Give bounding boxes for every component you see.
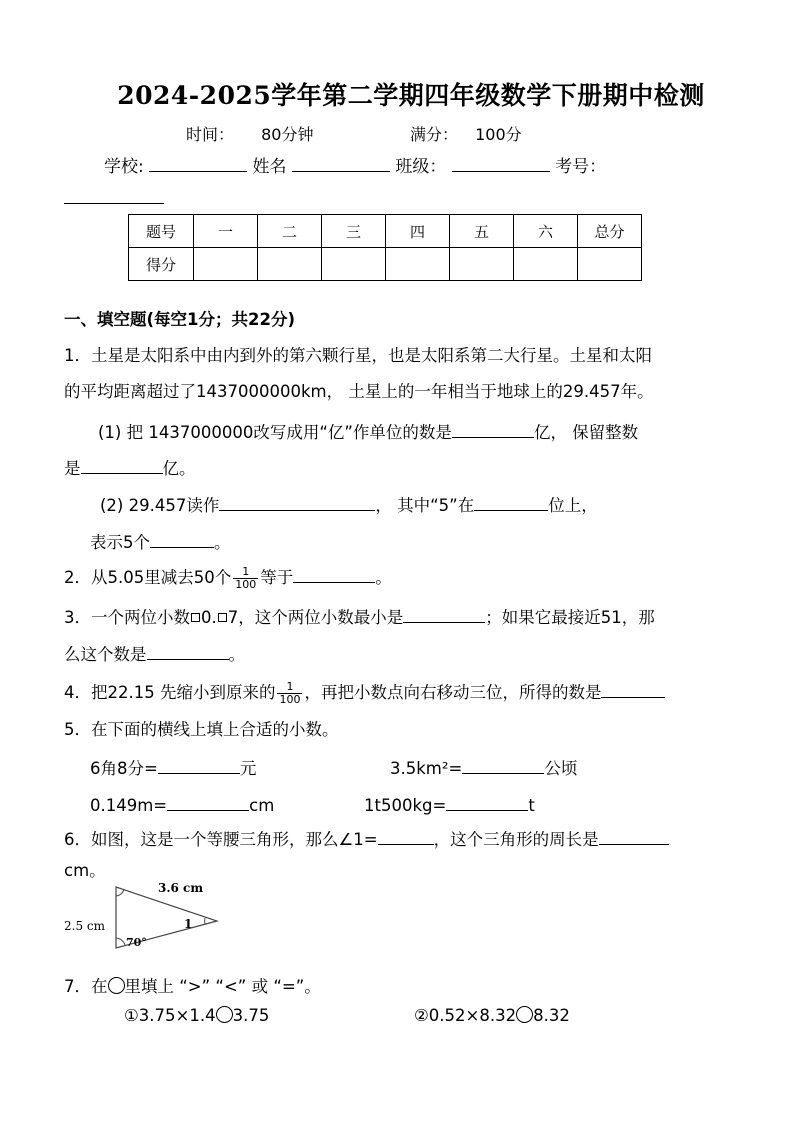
q3-cont (64, 641, 245, 665)
compare-circle-icon (108, 977, 125, 994)
q3-text5: 。 (228, 645, 245, 664)
full-score-label: 满分： (410, 125, 459, 144)
q4-text: 4．把22.15 先缩小到原来的 (64, 683, 276, 702)
q1-part2-text5: 。 (214, 533, 231, 552)
time-value: 80分钟 (261, 125, 314, 144)
score-table (128, 214, 642, 281)
answer-blank[interactable] (601, 679, 665, 698)
q6-text2: ，这个三角形的周长是 (433, 830, 599, 849)
q6 (64, 826, 669, 850)
angle-arc-top (116, 889, 124, 896)
time-info (186, 122, 313, 145)
q5-item4 (364, 792, 535, 815)
q7-item2 (414, 1006, 570, 1025)
page-title: 2024-2025学年第二学期四年级数学下册期中检测 (117, 81, 705, 110)
score-header-cell: 二 (258, 215, 322, 248)
q7-text: 7．在 (64, 977, 108, 996)
q1-part2 (100, 492, 598, 516)
q5-item2-text: 3.5km²= (390, 759, 463, 778)
answer-blank[interactable] (599, 826, 669, 845)
q7-item2-text2: 8.32 (533, 1006, 570, 1025)
score-cell[interactable] (514, 248, 578, 281)
q7-item2-text: ②0.52×8.32 (414, 1006, 517, 1025)
q3 (64, 604, 655, 628)
answer-blank[interactable] (452, 419, 534, 438)
q1-part2-text4: 表示5个 (90, 533, 150, 552)
q1-part1-text4: 亿。 (162, 459, 196, 478)
answer-blank[interactable] (293, 564, 375, 583)
angle-label-1: 1 (184, 917, 193, 931)
full-score-value: 100分 (475, 125, 522, 144)
score-cell[interactable] (450, 248, 514, 281)
answer-blank[interactable] (446, 792, 528, 811)
score-header-cell: 总分 (578, 215, 642, 248)
q5: 5．在下面的横线上填上合适的小数。 (64, 720, 339, 739)
fraction (277, 681, 302, 706)
answer-blank[interactable] (147, 641, 229, 660)
side-label-top: 3.6 cm (158, 881, 204, 895)
section-heading: 一、填空题(每空1分；共22分) (64, 310, 296, 329)
angle-arc-bottom (116, 938, 125, 945)
q2-text: 2．从5.05里减去50个 (64, 568, 232, 587)
q1-part1-text3: 是 (64, 459, 81, 478)
score-header-cell: 一 (194, 215, 258, 248)
q3-text3: ；如果它最接近51，那 (485, 608, 655, 627)
score-table-score-row (129, 248, 642, 281)
fraction-numerator: 1 (277, 681, 302, 694)
score-cell[interactable] (194, 248, 258, 281)
angle-label-70: 70° (126, 936, 147, 949)
score-cell[interactable] (386, 248, 450, 281)
answer-blank[interactable] (403, 604, 485, 623)
compare-circle-icon[interactable] (516, 1006, 533, 1023)
side-label-left: 2.5 cm (64, 919, 105, 933)
q5-item3-unit: cm (249, 796, 275, 815)
q3-text2: 7，这个两位小数最小是 (227, 608, 404, 627)
fraction (233, 566, 258, 591)
q7-item1-text: ①3.75×1.4 (124, 1006, 216, 1025)
q5-item1-unit: 元 (239, 759, 257, 778)
digit-box-icon (218, 613, 227, 622)
name-label: 姓名 (252, 157, 287, 177)
q1-part2-text: (2) 29.457读作 (100, 496, 220, 515)
score-header-cell: 题号 (129, 215, 194, 248)
q6-text: 6．如图，这是一个等腰三角形，那么∠1= (64, 830, 378, 849)
score-header-cell: 三 (322, 215, 386, 248)
q4-text2: ，再把小数点向右移动三位，所得的数是 (304, 683, 602, 702)
answer-blank[interactable] (158, 755, 240, 774)
digit-box-icon (191, 613, 200, 622)
q5-item4-unit: t (528, 796, 535, 815)
class-label: 班级： (395, 157, 447, 177)
q1-line1: 1．土星是太阳系中由内到外的第六颗行星，也是太阳系第二大行星。土星和太阳 (64, 346, 652, 365)
answer-blank[interactable] (462, 755, 544, 774)
q3-text: 3．一个两位小数 (64, 608, 190, 627)
q5-item3 (90, 792, 274, 815)
student-info-line (104, 152, 606, 177)
q2-text2: 等于 (260, 568, 294, 587)
q3-text4: 么这个数是 (64, 645, 147, 664)
q1-part1-text: (1) 把 1437000000改写成用“亿”作单位的数是 (98, 423, 452, 442)
q1-line2: 的平均距离超过了1437000000km， 土星上的一年相当于地球上的29.457年。 (64, 382, 654, 401)
q1-part2-text2: ， 其中“5”在 (375, 496, 475, 515)
score-table-header-row (129, 215, 642, 248)
score-header-cell: 六 (514, 215, 578, 248)
q6-unit: cm。 (64, 861, 106, 880)
fraction-denominator: 100 (279, 693, 301, 706)
school-label: 学校: (104, 157, 144, 177)
q7-item1 (124, 1006, 269, 1025)
q5-item4-text: 1t500kg= (364, 796, 447, 815)
answer-blank[interactable] (378, 826, 434, 845)
name-field[interactable] (292, 153, 390, 172)
answer-blank[interactable] (81, 455, 163, 474)
score-header-cell: 五 (450, 215, 514, 248)
answer-blank[interactable] (474, 492, 548, 511)
exam-no-field[interactable] (64, 185, 164, 204)
isosceles-triangle-figure (60, 874, 230, 956)
exam-no-label: 考号： (555, 157, 607, 177)
score-row-label: 得分 (129, 248, 194, 281)
fraction-numerator: 1 (233, 566, 258, 579)
fraction-denominator: 100 (235, 578, 257, 591)
school-field[interactable] (149, 153, 247, 172)
q7 (64, 973, 321, 997)
q1-part1 (98, 419, 638, 443)
q5-item1-text: 6角8分= (90, 759, 158, 778)
score-cell[interactable] (322, 248, 386, 281)
compare-circle-icon[interactable] (216, 1006, 233, 1023)
class-field[interactable] (452, 153, 550, 172)
answer-blank[interactable] (219, 492, 375, 511)
score-header-cell: 四 (386, 215, 450, 248)
q5-item1 (90, 755, 256, 779)
q1-part1-text2: 亿， 保留整数 (533, 423, 639, 442)
q5-item2-unit: 公顷 (544, 759, 578, 778)
score-cell[interactable] (578, 248, 642, 281)
q5-item2 (390, 755, 577, 779)
full-score-info (410, 122, 522, 145)
q1-part2-cont (90, 529, 231, 553)
q7-text2: 里填上 “>” “<” 或 “=”。 (124, 977, 321, 996)
q2 (64, 564, 392, 591)
q7-item1-text2: 3.75 (232, 1006, 270, 1025)
q4 (64, 679, 665, 706)
q5-item3-text: 0.149m= (90, 796, 168, 815)
score-cell[interactable] (258, 248, 322, 281)
answer-blank[interactable] (150, 529, 214, 548)
answer-blank[interactable] (167, 792, 249, 811)
q1-part1-cont (64, 455, 196, 479)
q3-mid: 0. (201, 608, 217, 627)
q1-part2-text3: 位上， (548, 496, 598, 515)
time-label: 时间： (186, 125, 235, 144)
q2-text3: 。 (375, 568, 392, 587)
